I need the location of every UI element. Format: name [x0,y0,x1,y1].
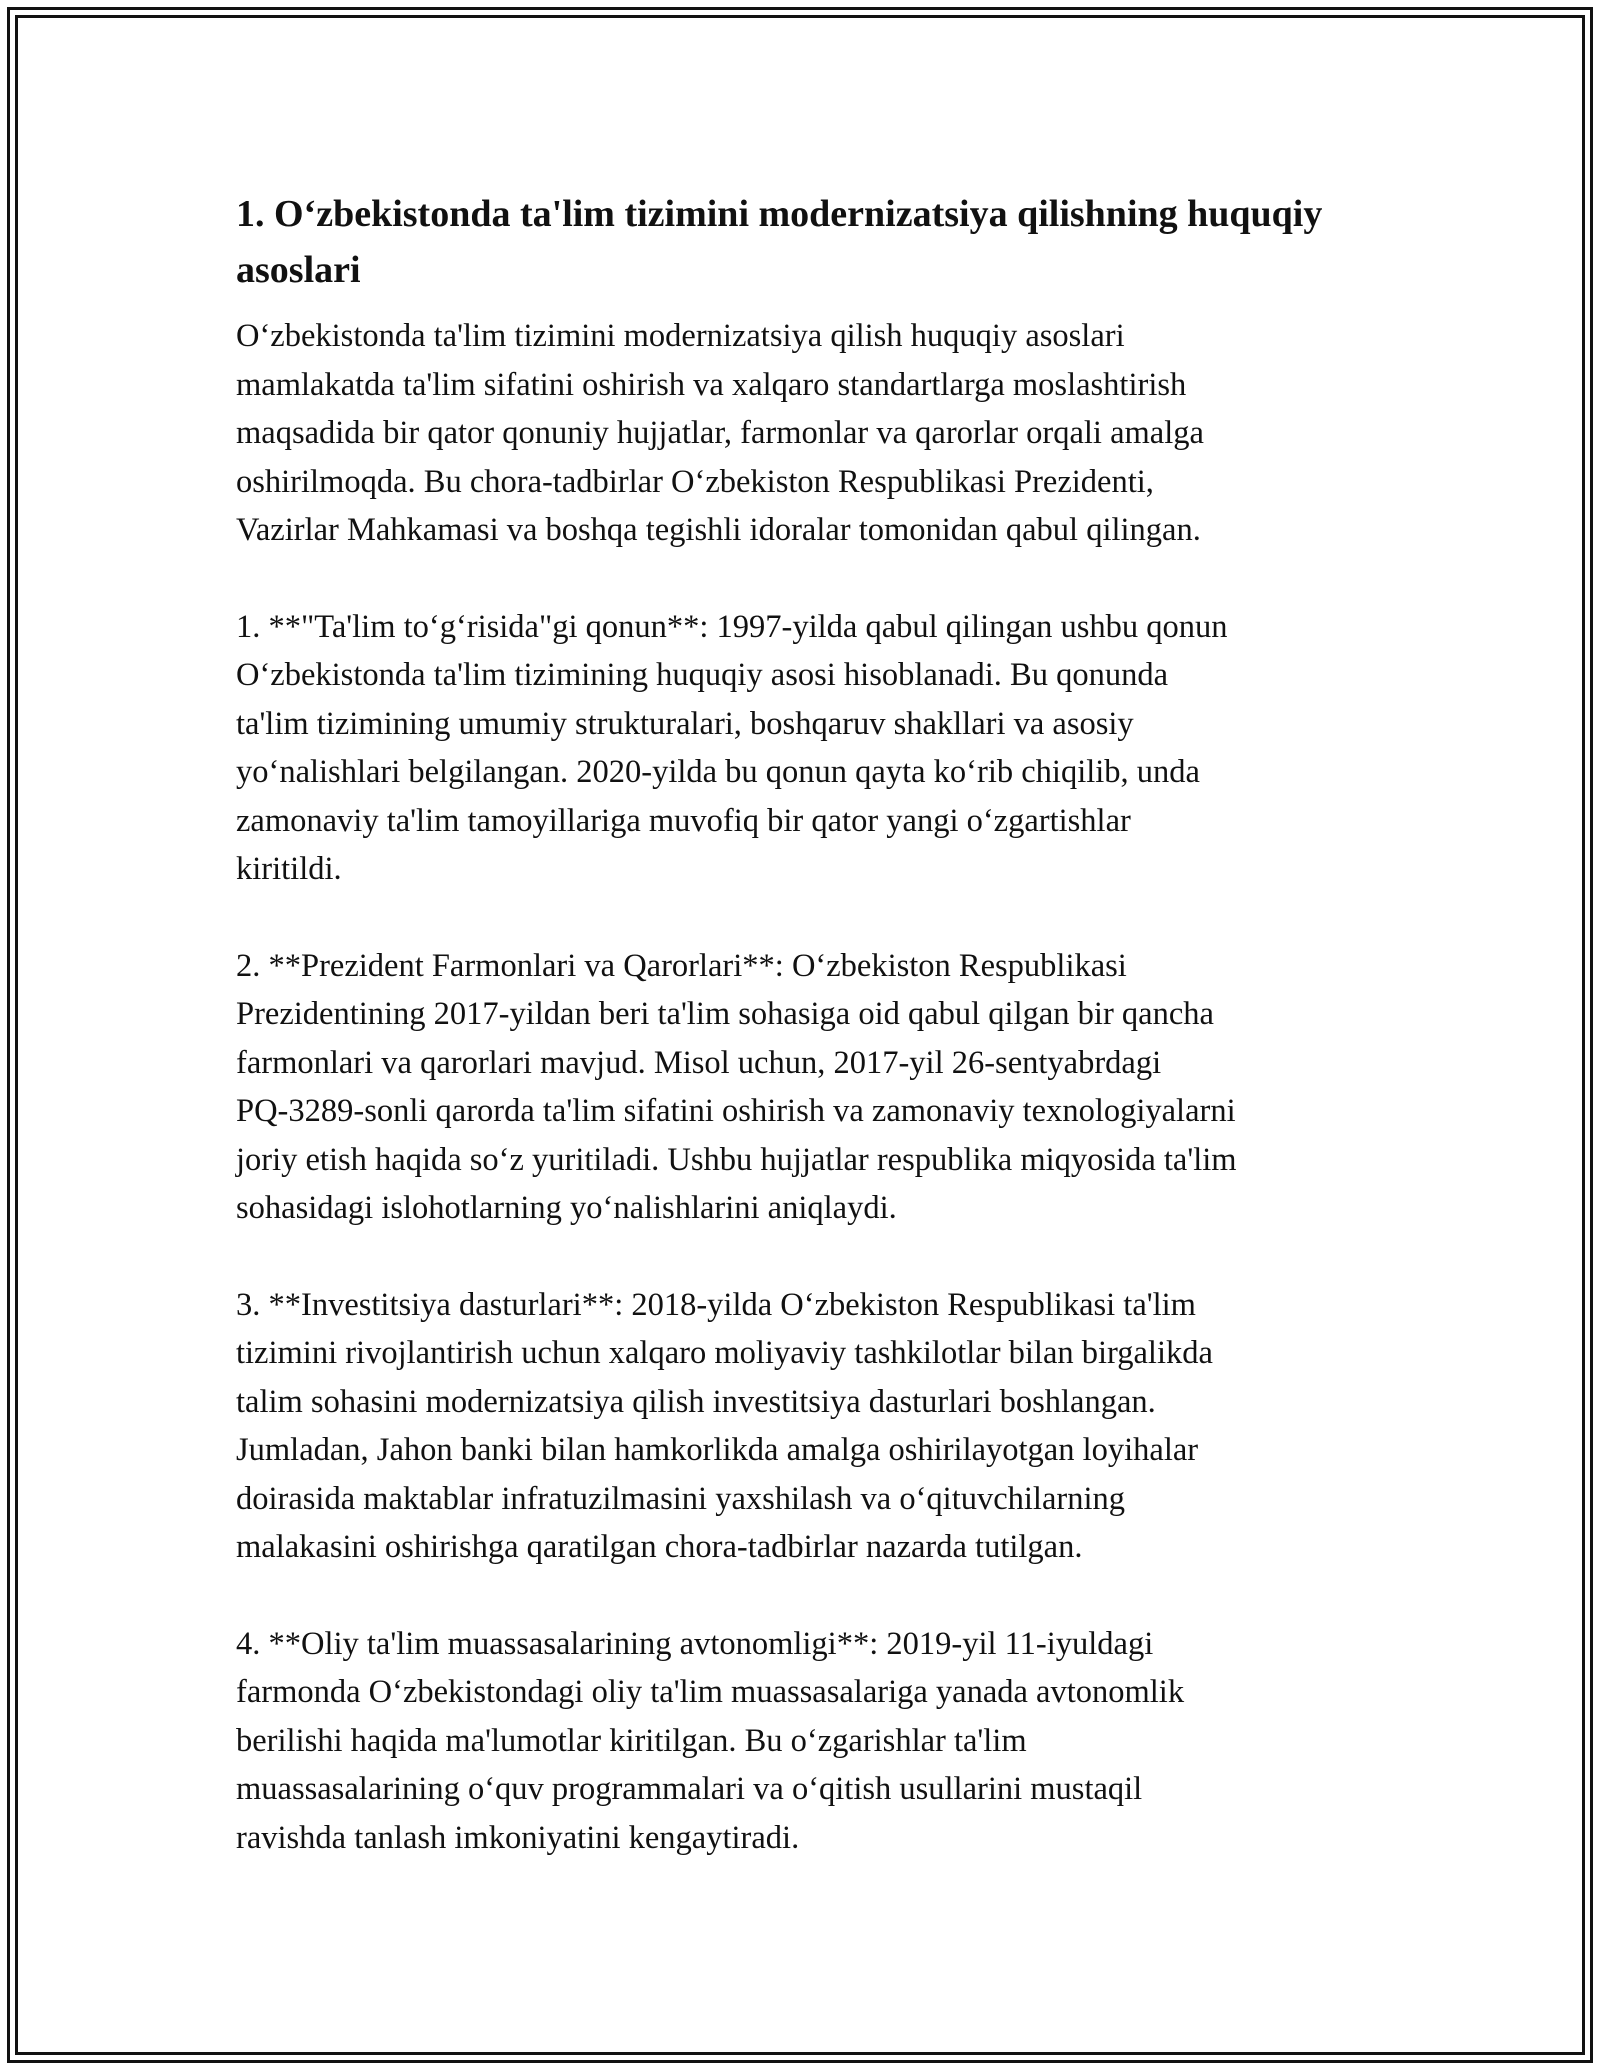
document-body [236,186,1396,1910]
intro-paragraph: O‘zbekistonda ta'lim tizimini modernizatsiya qilish huquqiy asoslari mamlakatda ta'lim sifatini oshirish va xalqaro standartlarga moslashtirish maqsadida bir qator qonuniy hujjatlar, farmonlar va qarorlar orqali amalga oshirilmoqda. Bu chora-tadbirlar O‘zbekiston Respublikasi Prezidenti, Vazirlar Mahkamasi va boshqa tegishli idoralar tomonidan qabul qilingan. [236,318,1204,548]
section-heading: 1. O‘zbekistonda ta'lim tizimini modernizatsiya qilishning huquqiy asoslari [236,193,1323,291]
paragraph-university-autonomy: 4. **Oliy ta'lim muassasalarining avtonomligi**: 2019-yil 11-iyuldagi farmonda O‘zbekistondagi oliy ta'lim muassasalariga yanada avtonomlik berilishi haqida ma'lumotlar kiritilgan. Bu o‘zgarishlar ta'lim muassasalarining o‘quv programmalari va o‘qitish usullarini mustaqil ravishda tanlash imkoniyatini kengaytiradi. [236,1625,1185,1856]
paragraph-investment-programs: 3. **Investitsiya dasturlari**: 2018-yilda O‘zbekiston Respublikasi ta'lim tizimini rivojlantirish uchun xalqaro moliyaviy tashkilotlar bilan birgalikda talim sohasini modernizatsiya qilish investitsiya dasturlari boshlangan. Jumladan, Jahon banki bilan hamkorlikda amalga oshirilayotgan loyihalar doirasida maktablar infratuzilmasini yaxshilash va o‘qituvchilarning malakasini oshirishga qaratilgan chora-tadbirlar nazarda tutilgan. [236,1286,1213,1565]
paragraph-law-on-education: 1. **"Ta'lim to‘g‘risida"gi qonun**: 1997-yilda qabul qilingan ushbu qonun O‘zbekistonda ta'lim tizimining huquqiy asosi hisoblanadi. Bu qonunda ta'lim tizimining umumiy strukturalari, boshqaruv shakllari va asosiy yo‘nalishlari belgilangan. 2020-yilda bu qonun qayta ko‘rib chiqilib, unda zamonaviy ta'lim tamoyillariga muvofiq bir qator yangi o‘zgartishlar kiritildi. [236,608,1228,887]
paragraph-presidential-decrees: 2. **Prezident Farmonlari va Qarorlari**: O‘zbekiston Respublikasi Prezidentining 2017-yildan beri ta'lim sohasiga oid qabul qilgan bir qancha farmonlari va qarorlari mavjud. Misol uchun, 2017-yil 26-sentyabrdagi PQ-3289-sonli qarorda ta'lim sifatini oshirish va zamonaviy texnologiyalarni joriy etish haqida so‘z yuritiladi. Ushbu hujjatlar respublika miqyosida ta'lim sohasidagi islohotlarning yo‘nalishlarini aniqlaydi. [236,947,1237,1226]
